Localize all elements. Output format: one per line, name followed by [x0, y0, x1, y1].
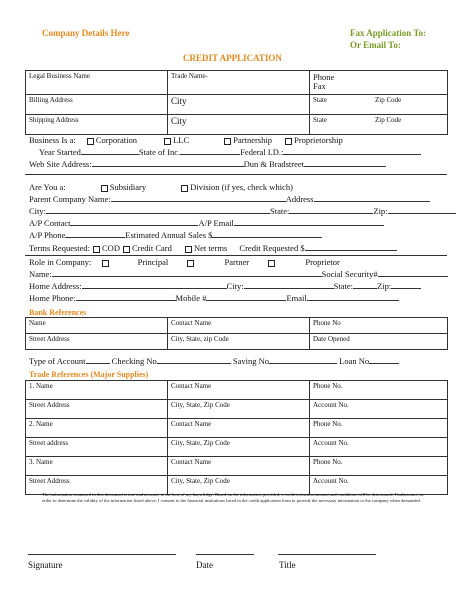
trade-2-name-field[interactable]: 2. Name: [26, 419, 168, 438]
trade-1-phone-field[interactable]: Phone No.: [310, 381, 448, 400]
section-divider: [25, 174, 447, 175]
corporation-checkbox[interactable]: [87, 138, 94, 145]
trade-1-name-field[interactable]: 1. Name: [26, 381, 168, 400]
year-started-row: Year Started State of Inc. Federal I.D.:: [39, 147, 421, 157]
parent-city-input[interactable]: [46, 206, 270, 214]
annual-sales-input[interactable]: [212, 230, 322, 238]
parent-name-input[interactable]: [111, 194, 286, 202]
trade-3-street-field[interactable]: Street Address: [26, 476, 168, 495]
trade-3-name-field[interactable]: 3. Name: [26, 457, 168, 476]
page-title: CREDIT APPLICATION: [183, 53, 282, 63]
home-address-row: Home Address: City: State: Zip:: [29, 281, 421, 291]
billing-state-zip-field[interactable]: State Zip Code: [310, 95, 448, 115]
trade-3-contact-field[interactable]: Contact Name: [168, 457, 310, 476]
parent-zip-input[interactable]: [388, 206, 456, 214]
ap-contact-input[interactable]: [70, 218, 198, 226]
are-you-row: Are You a: Subsidiary Division (if yes, check which): [29, 182, 293, 192]
credit-requested-input[interactable]: [305, 243, 397, 251]
signature-label: Signature: [28, 560, 63, 570]
owner-name-input[interactable]: [52, 269, 322, 277]
date-label: Date: [196, 560, 213, 570]
parent-company-row: Parent Company Name: Address: [29, 194, 430, 204]
title-line[interactable]: [278, 554, 376, 555]
shipping-city-field[interactable]: City: [168, 115, 310, 135]
billing-city-field[interactable]: City: [168, 95, 310, 115]
trade-1-account-field[interactable]: Account No.: [310, 400, 448, 419]
trade-3-account-field[interactable]: Account No.: [310, 476, 448, 495]
checking-no-input[interactable]: [157, 356, 231, 364]
credit-card-checkbox[interactable]: [123, 246, 130, 253]
bank-contact-field[interactable]: Contact Name: [168, 318, 310, 334]
company-details: Company Details Here: [42, 28, 130, 38]
email-application-to: Or Email To:: [350, 40, 401, 50]
shipping-state-zip-field[interactable]: State Zip Code: [310, 115, 448, 135]
home-phone-input[interactable]: [76, 293, 176, 301]
disclaimer-text: The information contained in this document is true and accurate to the best of my knowledge. Based on the information provided, a credit extension amount and conditions will be determined. Furthermore, in order to determine the validity of the information listed above, I consent to the financial institutions listed in the credit application form to provide the necessary information to the company when demanded.: [42, 492, 424, 503]
title-label: Title: [279, 560, 296, 570]
trade-1-city-field[interactable]: City, State, Zip Code: [168, 400, 310, 419]
llc-checkbox[interactable]: [164, 138, 171, 145]
website-row: Web Site Address: Dun & Bradstreet: [29, 159, 386, 169]
parent-state-input[interactable]: [289, 206, 373, 214]
mobile-input[interactable]: [206, 293, 286, 301]
account-type-input[interactable]: [86, 356, 110, 364]
ap-contact-row: A/P Contact A/P Email: [29, 218, 384, 228]
trade-2-city-field[interactable]: City, State, Zip Code: [168, 438, 310, 457]
state-inc-input[interactable]: [180, 147, 240, 155]
trade-name-field[interactable]: Trade Name-: [168, 71, 310, 95]
home-zip-input[interactable]: [391, 281, 421, 289]
home-phone-row: Home Phone: Mobile # Email: [29, 293, 399, 303]
billing-address-field[interactable]: Billing Address: [26, 95, 168, 115]
trade-2-phone-field[interactable]: Phone No.: [310, 419, 448, 438]
section-divider-2: [25, 255, 447, 256]
role-checkbox[interactable]: [102, 260, 109, 267]
bank-name-field[interactable]: Name: [26, 318, 168, 334]
division-checkbox[interactable]: [181, 185, 188, 192]
terms-row: Terms Requested: COD Credit Card Net terms Credit Requested $: [29, 243, 397, 253]
bank-phone-field[interactable]: Phone No: [310, 318, 448, 334]
account-type-row: Type of Account Checking No Saving No Loan No: [29, 356, 399, 366]
proprietorship-checkbox[interactable]: [285, 138, 292, 145]
trade-2-account-field[interactable]: Account No.: [310, 438, 448, 457]
partnership-checkbox[interactable]: [224, 138, 231, 145]
ap-email-input[interactable]: [234, 218, 384, 226]
bank-date-opened-field[interactable]: Date Opened: [310, 334, 448, 350]
bank-references-table: [25, 317, 448, 350]
bank-references-heading: Bank References: [29, 308, 87, 317]
bank-street-field[interactable]: Street Address: [26, 334, 168, 350]
trade-2-contact-field[interactable]: Contact Name: [168, 419, 310, 438]
ap-phone-row: A/P Phone Estimated Annual Sales $: [29, 230, 322, 240]
federal-id-input[interactable]: [283, 147, 421, 155]
cod-checkbox[interactable]: [93, 246, 100, 253]
email-input[interactable]: [307, 293, 399, 301]
ssn-input[interactable]: [378, 269, 448, 277]
trade-1-contact-field[interactable]: Contact Name: [168, 381, 310, 400]
trade-1-street-field[interactable]: Street Address: [26, 400, 168, 419]
saving-no-input[interactable]: [269, 356, 337, 364]
date-line[interactable]: [196, 554, 254, 555]
parent-city-row: City: State: Zip:: [29, 206, 456, 216]
ap-phone-input[interactable]: [65, 230, 125, 238]
net-terms-checkbox[interactable]: [185, 246, 192, 253]
principal-checkbox[interactable]: [187, 260, 194, 267]
business-type-row: Business Is a: Corporation LLC Partnership Proprietorship: [29, 135, 343, 145]
trade-2-street-field[interactable]: Street address: [26, 438, 168, 457]
legal-business-name-field[interactable]: Legal Business Name: [26, 71, 168, 95]
subsidiary-checkbox[interactable]: [101, 185, 108, 192]
partner-checkbox[interactable]: [268, 260, 275, 267]
loan-no-input[interactable]: [369, 356, 399, 364]
phone-fax-field[interactable]: Phone Fax: [310, 71, 448, 95]
business-info-table: [25, 70, 448, 135]
website-input[interactable]: [92, 159, 244, 167]
trade-3-phone-field[interactable]: Phone No.: [310, 457, 448, 476]
home-city-input[interactable]: [244, 281, 334, 289]
parent-address-input[interactable]: [314, 194, 430, 202]
bank-city-field[interactable]: City, State, zip Code: [168, 334, 310, 350]
trade-references-table: [25, 380, 448, 495]
year-started-input[interactable]: [81, 147, 139, 155]
role-row: Role in Company: Principal Partner Proprietor: [29, 257, 340, 267]
fax-application-to: Fax Application To:: [350, 28, 427, 38]
signature-line[interactable]: [28, 554, 176, 555]
owner-name-row: Name: Social Security#: [29, 269, 448, 279]
trade-3-city-field[interactable]: City, State, Zip Code: [168, 476, 310, 495]
dun-bradstreet-input[interactable]: [304, 159, 386, 167]
trade-references-heading: Trade References (Major Supplies): [29, 370, 149, 379]
shipping-address-field[interactable]: Shipping Address: [26, 115, 168, 135]
home-state-input[interactable]: [353, 281, 377, 289]
home-address-input[interactable]: [82, 281, 227, 289]
